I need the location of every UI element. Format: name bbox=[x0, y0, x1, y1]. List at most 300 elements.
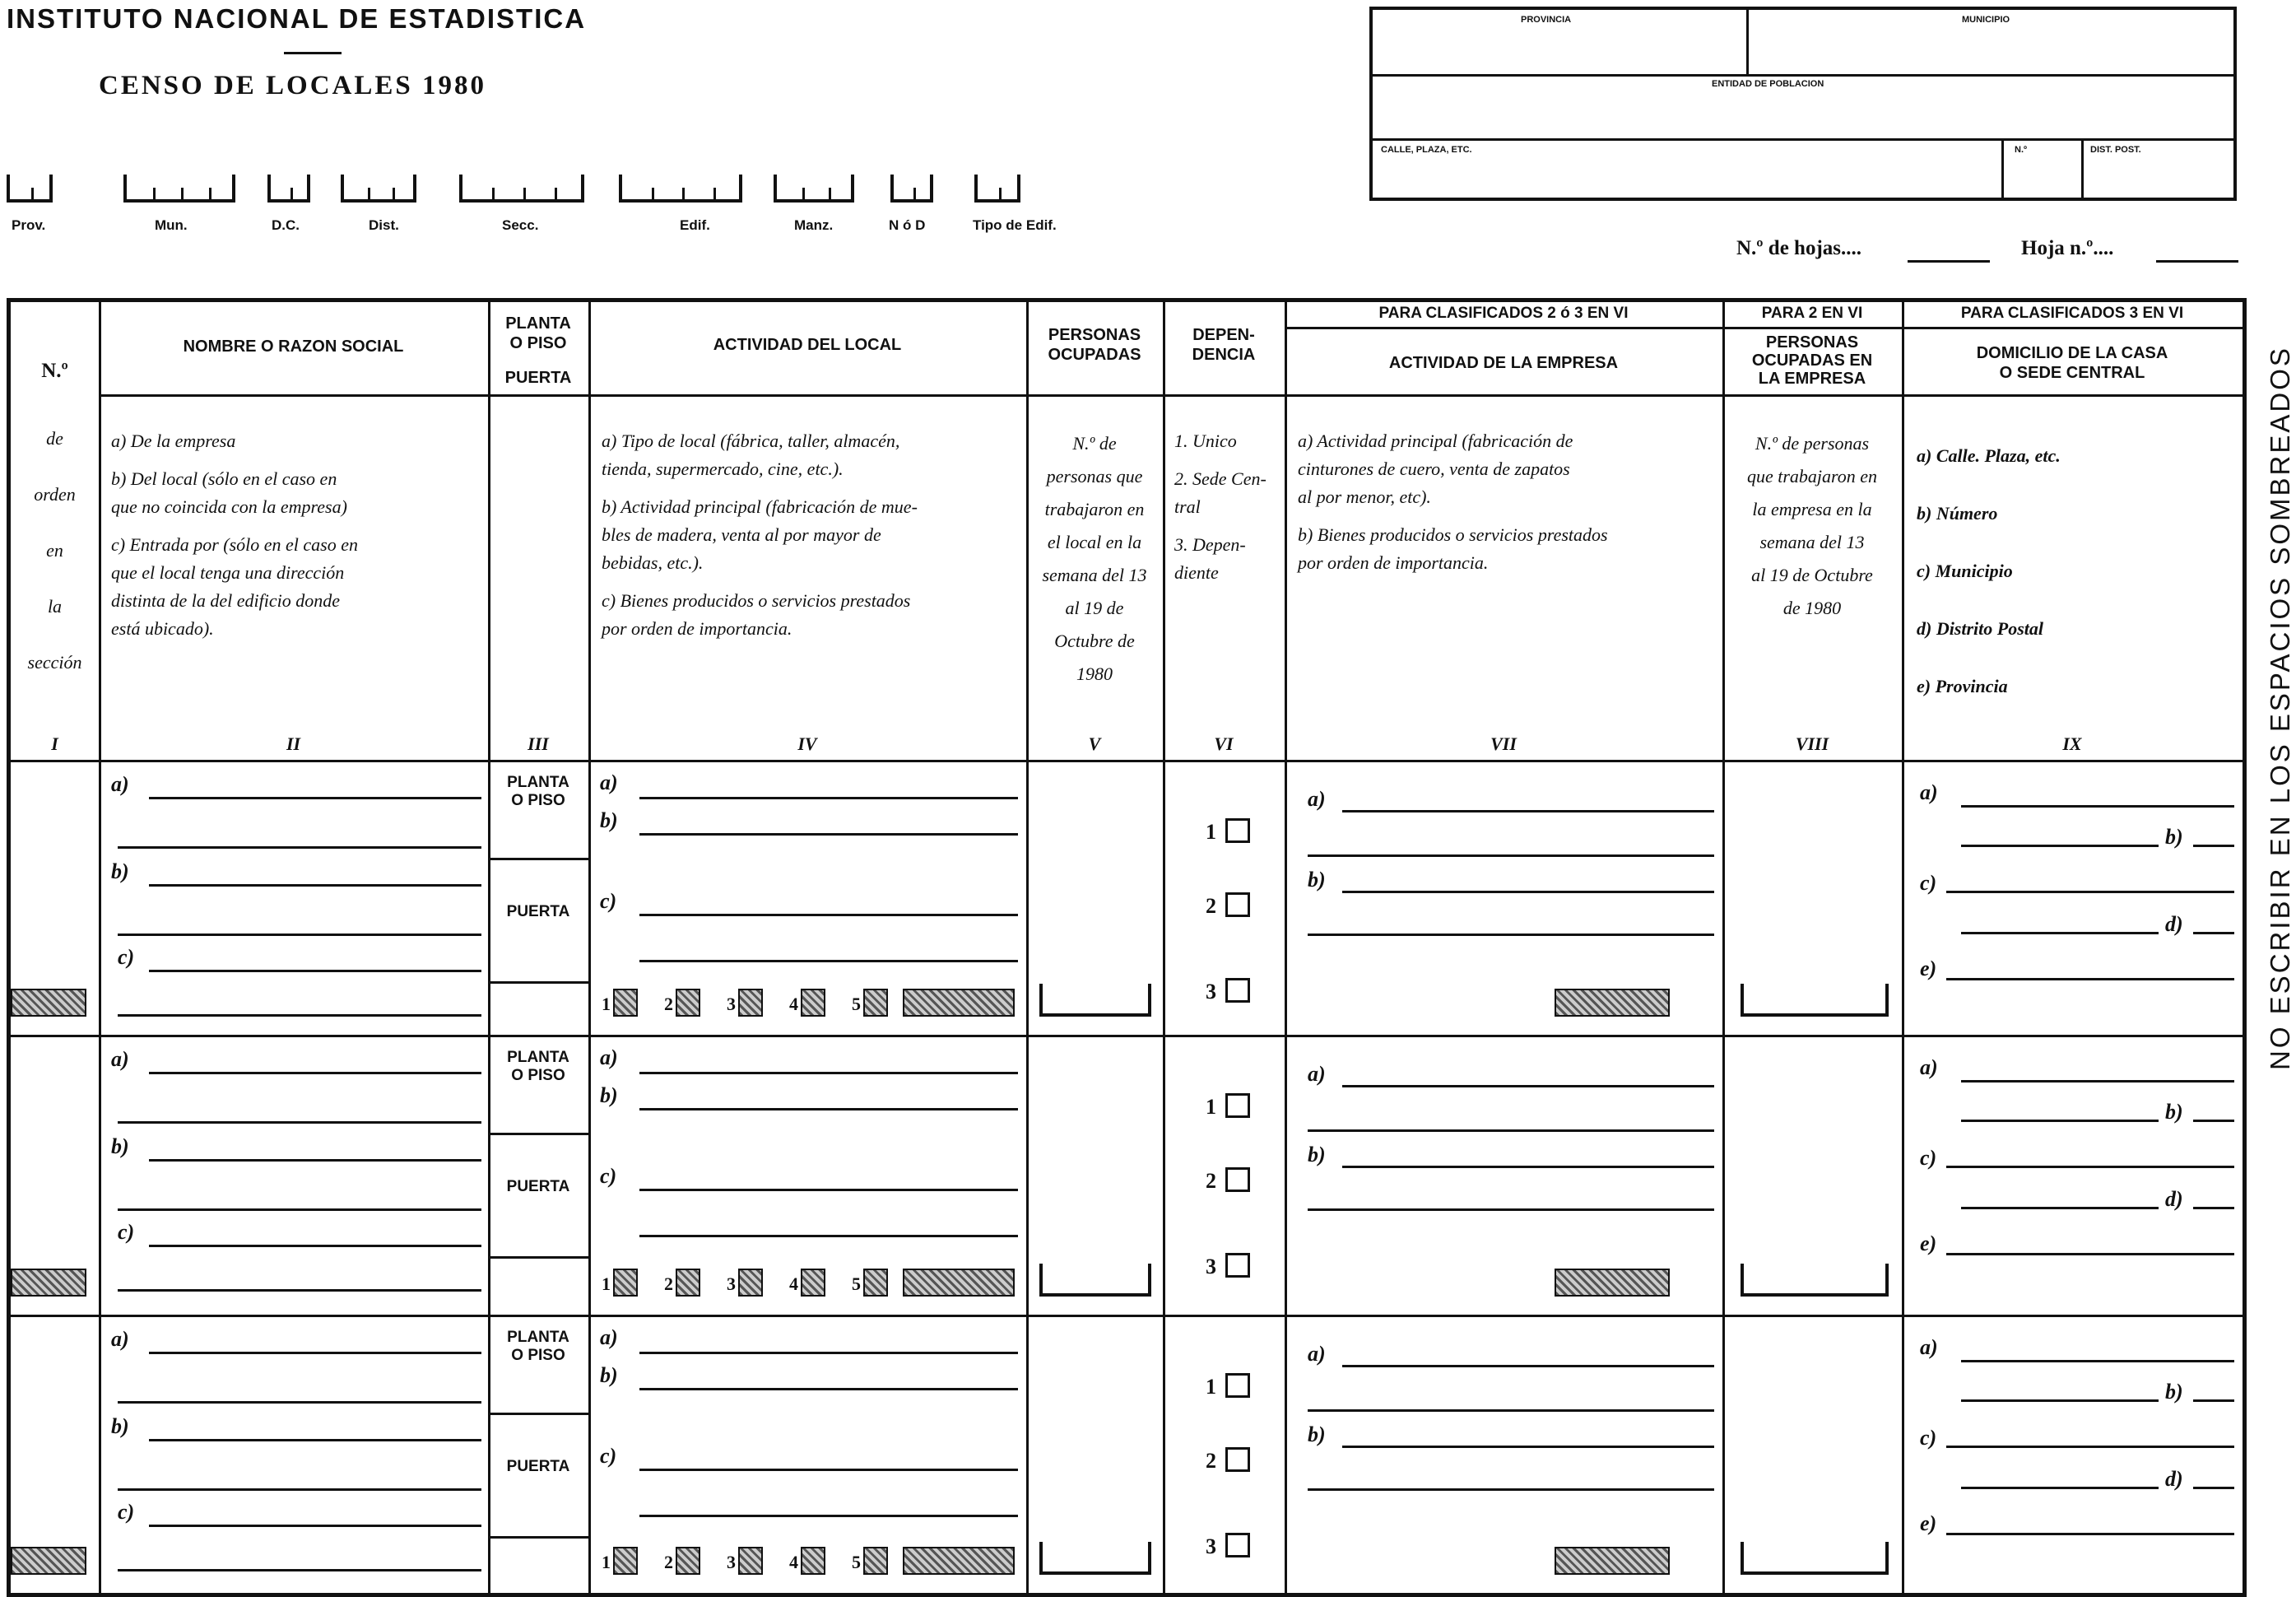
activity-line-a[interactable] bbox=[639, 797, 1018, 799]
activity-line-c[interactable] bbox=[639, 1469, 1018, 1471]
code-label-1: Prov. bbox=[12, 217, 46, 233]
label-c: c) bbox=[118, 1220, 135, 1244]
shaded-code-box-4 bbox=[801, 1269, 825, 1297]
col-iv-header: ACTIVIDAD DEL LOCAL bbox=[713, 336, 902, 354]
col-viii-top: PARA 2 EN VI bbox=[1761, 305, 1863, 322]
municipio-label: MUNICIPIO bbox=[1962, 15, 2010, 25]
col-iv-description bbox=[602, 427, 1021, 643]
shaded-code-box-2 bbox=[676, 989, 700, 1017]
shaded-code-box-4 bbox=[801, 989, 825, 1017]
code-number-3: 3 bbox=[727, 994, 736, 1014]
label-e: e) bbox=[1920, 1232, 1937, 1255]
name-line-c[interactable] bbox=[149, 1245, 481, 1247]
description-line: b) Número bbox=[1917, 503, 1998, 524]
domicilio-line-e[interactable] bbox=[1946, 1253, 2234, 1255]
shaded-code-box-1 bbox=[613, 1547, 638, 1575]
domicilio-line-d[interactable] bbox=[2193, 932, 2234, 934]
activity-line-a[interactable] bbox=[639, 1072, 1018, 1074]
description-line: e) Provincia bbox=[1917, 676, 2008, 696]
planta-label: PLANTA bbox=[507, 1049, 569, 1066]
provincia-label: PROVINCIA bbox=[1521, 15, 1572, 25]
code-label-8: N ó D bbox=[889, 217, 926, 233]
empresa-persons-field[interactable] bbox=[1741, 1542, 1889, 1575]
label-d: d) bbox=[2165, 1467, 2183, 1491]
dependencia-number-2: 2 bbox=[1206, 1449, 1216, 1473]
code-label-2: Mun. bbox=[155, 217, 188, 233]
planta-divider bbox=[488, 1413, 588, 1415]
code-label-9: Tipo de Edif. bbox=[973, 217, 1057, 233]
col-v-description bbox=[1026, 427, 1163, 691]
planta-divider bbox=[488, 858, 588, 860]
description-line: 2. Sede Cen- bbox=[1174, 468, 1267, 489]
name-line-a[interactable] bbox=[149, 1072, 481, 1074]
col-i-header: N.º bbox=[41, 360, 68, 382]
code-tick bbox=[393, 188, 395, 199]
description-line: a) De la empresa bbox=[111, 431, 236, 451]
domicilio-line-b[interactable] bbox=[2193, 1399, 2234, 1402]
code-tick bbox=[290, 188, 293, 199]
code-number-2: 2 bbox=[664, 1273, 673, 1294]
domicilio-line-a[interactable] bbox=[1961, 1360, 2234, 1362]
col-v-header: PERSONAS OCUPADAS bbox=[1048, 326, 1141, 364]
code-number-4: 4 bbox=[789, 1552, 798, 1572]
description-line: por orden de importancia. bbox=[602, 618, 792, 639]
code-label-7: Manz. bbox=[794, 217, 834, 233]
dependencia-checkbox-1[interactable] bbox=[1225, 818, 1250, 843]
domicilio-line-dp[interactable] bbox=[1961, 1487, 2159, 1489]
side-note: NO ESCRIBIR EN LOS ESPACIOS SOMBREADOS bbox=[2265, 346, 2295, 1070]
dependencia-number-1: 1 bbox=[1206, 1095, 1216, 1119]
label-a: a) bbox=[1920, 780, 1938, 804]
name-line-a2[interactable] bbox=[118, 846, 481, 849]
dependencia-checkbox-1[interactable] bbox=[1225, 1093, 1250, 1118]
dependencia-number-1: 1 bbox=[1206, 1375, 1216, 1399]
description-line: la empresa en la bbox=[1752, 499, 1872, 519]
label-a: a) bbox=[111, 1047, 129, 1071]
roman-ii: II bbox=[286, 733, 301, 754]
description-line: que el local tenga una dirección bbox=[111, 562, 345, 583]
code-label-6: Edif. bbox=[680, 217, 710, 233]
label-c: c) bbox=[600, 1444, 617, 1468]
description-line: c) Bienes producidos o servicios prestados bbox=[602, 590, 911, 611]
domicilio-line-a[interactable] bbox=[1961, 805, 2234, 808]
persons-count-field[interactable] bbox=[1039, 1264, 1151, 1297]
code-tick bbox=[368, 188, 370, 199]
empresa-line-b[interactable] bbox=[1342, 1166, 1714, 1168]
description-line: sección bbox=[27, 652, 82, 673]
description-line: a) Calle. Plaza, etc. bbox=[1917, 445, 2061, 466]
name-line-b2[interactable] bbox=[118, 1208, 481, 1211]
empresa-line-b2[interactable] bbox=[1308, 1208, 1714, 1211]
dependencia-number-3: 3 bbox=[1206, 1255, 1216, 1278]
code-number-2: 2 bbox=[664, 994, 673, 1014]
col-vii-top: PARA CLASIFICADOS 2 ó 3 EN VI bbox=[1378, 305, 1629, 322]
domicilio-line-num[interactable] bbox=[1961, 1120, 2159, 1122]
description-line: c) Municipio bbox=[1917, 561, 2013, 581]
label-a: a) bbox=[111, 772, 129, 796]
description-line bbox=[111, 455, 481, 465]
description-line: que trabajaron en bbox=[1746, 466, 1878, 487]
empresa-line-a2[interactable] bbox=[1308, 1409, 1714, 1412]
roman-iii: III bbox=[528, 733, 549, 754]
description-line: por orden de importancia. bbox=[1298, 552, 1489, 573]
activity-line-c2[interactable] bbox=[639, 1515, 1018, 1517]
code-box-9[interactable] bbox=[974, 175, 1020, 203]
code-number-2: 2 bbox=[664, 1552, 673, 1572]
label-d: d) bbox=[2165, 1187, 2183, 1211]
description-line: semana del 13 bbox=[1759, 532, 1865, 552]
num-hojas-label: N.º de hojas.... bbox=[1736, 237, 1862, 259]
code-tick bbox=[181, 188, 184, 199]
empresa-line-a2[interactable] bbox=[1308, 1129, 1714, 1132]
persons-count-field[interactable] bbox=[1039, 1542, 1151, 1575]
activity-line-c2[interactable] bbox=[639, 1235, 1018, 1237]
code-number-5: 5 bbox=[852, 1552, 861, 1572]
dependencia-number-1: 1 bbox=[1206, 820, 1216, 844]
shaded-code-box-1 bbox=[613, 1269, 638, 1297]
domicilio-line-c[interactable] bbox=[1946, 1446, 2234, 1448]
label-d: d) bbox=[2165, 912, 2183, 936]
hoja-n-label: Hoja n.º.... bbox=[2021, 237, 2114, 259]
empresa-line-b[interactable] bbox=[1342, 1446, 1714, 1448]
code-box-4[interactable] bbox=[341, 175, 416, 203]
name-line-b2[interactable] bbox=[118, 934, 481, 936]
code-box-6[interactable] bbox=[619, 175, 742, 203]
col-vii-header: ACTIVIDAD DE LA EMPRESA bbox=[1388, 354, 1619, 372]
description-line: el local en la bbox=[1047, 532, 1142, 552]
description-line: N.º de personas bbox=[1755, 433, 1870, 454]
dependencia-checkbox-2[interactable] bbox=[1225, 1167, 1250, 1192]
piso-label: O PISO bbox=[511, 1067, 565, 1084]
census-title: CENSO DE LOCALES 1980 bbox=[99, 71, 487, 100]
label-b: b) bbox=[1308, 1422, 1326, 1446]
domicilio-line-a[interactable] bbox=[1961, 1080, 2234, 1083]
shaded-code-box-3 bbox=[738, 1269, 763, 1297]
label-b: b) bbox=[1308, 1143, 1326, 1166]
puerta-divider bbox=[488, 981, 588, 984]
name-line-b2[interactable] bbox=[118, 1488, 481, 1491]
label-c: c) bbox=[600, 889, 617, 913]
name-line-c2[interactable] bbox=[118, 1569, 481, 1571]
activity-line-b[interactable] bbox=[639, 1388, 1018, 1390]
col-vii-description bbox=[1298, 427, 1717, 577]
domicilio-line-c[interactable] bbox=[1946, 891, 2234, 893]
shaded-code-box-2 bbox=[676, 1269, 700, 1297]
label-a: a) bbox=[1920, 1335, 1938, 1359]
label-c: c) bbox=[600, 1164, 617, 1188]
empresa-line-a[interactable] bbox=[1342, 810, 1714, 812]
description-line: al por menor, etc). bbox=[1298, 487, 1431, 507]
code-tick bbox=[682, 188, 685, 199]
description-line: de bbox=[46, 428, 63, 449]
code-number-1: 1 bbox=[602, 994, 611, 1014]
label-a: a) bbox=[1308, 1062, 1326, 1086]
dependencia-checkbox-1[interactable] bbox=[1225, 1373, 1250, 1398]
domicilio-line-b[interactable] bbox=[2193, 845, 2234, 847]
col-vi-header: DEPEN- DENCIA bbox=[1192, 326, 1256, 364]
description-line: 1980 bbox=[1076, 663, 1113, 684]
description-line: en bbox=[46, 540, 63, 561]
label-c: c) bbox=[118, 1500, 135, 1524]
code-number-5: 5 bbox=[852, 1273, 861, 1294]
piso-label: O PISO bbox=[511, 1347, 565, 1364]
domicilio-line-c[interactable] bbox=[1946, 1166, 2234, 1168]
dependencia-number-2: 2 bbox=[1206, 894, 1216, 918]
empresa-persons-field[interactable] bbox=[1741, 984, 1889, 1017]
empresa-line-a[interactable] bbox=[1342, 1365, 1714, 1367]
dependencia-checkbox-3[interactable] bbox=[1225, 1253, 1250, 1278]
dependencia-checkbox-3[interactable] bbox=[1225, 1533, 1250, 1557]
domicilio-line-b[interactable] bbox=[2193, 1120, 2234, 1122]
description-line: Octubre de bbox=[1054, 631, 1135, 651]
name-line-a[interactable] bbox=[149, 797, 481, 799]
code-box-2[interactable] bbox=[123, 175, 235, 203]
shaded-code-box-3 bbox=[738, 1547, 763, 1575]
code-tick bbox=[209, 188, 211, 199]
shaded-code-box-4 bbox=[801, 1547, 825, 1575]
activity-line-c2[interactable] bbox=[639, 960, 1018, 962]
shaded-activity-code bbox=[903, 1269, 1015, 1297]
description-line: que no coincida con la empresa) bbox=[111, 496, 347, 517]
entidad-label: ENTIDAD DE POBLACION bbox=[1712, 79, 1824, 89]
description-line: 1. Unico bbox=[1174, 431, 1237, 451]
domicilio-line-dp[interactable] bbox=[1961, 1207, 2159, 1209]
label-b: b) bbox=[2165, 1380, 2183, 1404]
dependencia-number-2: 2 bbox=[1206, 1169, 1216, 1193]
code-label-5: Secc. bbox=[502, 217, 539, 233]
roman-ix: IX bbox=[2062, 733, 2082, 754]
col-iii-header: PLANTA O PISO bbox=[505, 314, 571, 352]
shaded-order-box bbox=[11, 989, 86, 1017]
puerta-label: PUERTA bbox=[506, 903, 570, 920]
hoja-n-field[interactable] bbox=[2156, 260, 2238, 263]
label-b: b) bbox=[111, 1414, 129, 1438]
description-line bbox=[1298, 511, 1717, 521]
activity-line-a[interactable] bbox=[639, 1352, 1018, 1354]
domicilio-line-dp[interactable] bbox=[1961, 932, 2159, 934]
code-number-4: 4 bbox=[789, 1273, 798, 1294]
label-b: b) bbox=[1308, 868, 1326, 892]
col-ix-header: DOMICILIO DE LA CASA O SEDE CENTRAL bbox=[1976, 344, 2168, 382]
empresa-line-a[interactable] bbox=[1342, 1085, 1714, 1087]
code-box-7[interactable] bbox=[774, 175, 854, 203]
code-tick bbox=[523, 188, 526, 199]
dependencia-number-3: 3 bbox=[1206, 1534, 1216, 1558]
empresa-line-b[interactable] bbox=[1342, 891, 1714, 893]
description-line: c) Entrada por (sólo en el caso en bbox=[111, 534, 358, 555]
shaded-code-box-2 bbox=[676, 1547, 700, 1575]
domicilio-line-num[interactable] bbox=[1961, 845, 2159, 847]
code-number-3: 3 bbox=[727, 1552, 736, 1572]
shaded-code-box-5 bbox=[863, 989, 888, 1017]
description-line: trabajaron en bbox=[1044, 499, 1145, 519]
label-c: c) bbox=[1920, 871, 1937, 895]
code-label-3: D.C. bbox=[272, 217, 300, 233]
col-ii-description bbox=[111, 427, 481, 643]
planta-label: PLANTA bbox=[507, 1329, 569, 1346]
description-line: la bbox=[47, 596, 63, 617]
roman-vii: VII bbox=[1490, 733, 1517, 754]
dependencia-checkbox-2[interactable] bbox=[1225, 892, 1250, 917]
name-line-b[interactable] bbox=[149, 1439, 481, 1441]
name-line-c2[interactable] bbox=[118, 1014, 481, 1017]
activity-line-b[interactable] bbox=[639, 833, 1018, 836]
code-number-3: 3 bbox=[727, 1273, 736, 1294]
activity-line-c[interactable] bbox=[639, 914, 1018, 916]
description-line bbox=[1174, 455, 1281, 465]
label-c: c) bbox=[118, 945, 135, 969]
description-line: bles de madera, venta al por mayor de bbox=[602, 524, 881, 545]
label-b: b) bbox=[600, 1363, 618, 1387]
label-a: a) bbox=[600, 771, 618, 794]
description-line: b) Actividad principal (fabricación de mue- bbox=[602, 496, 918, 517]
domicilio-line-e[interactable] bbox=[1946, 1533, 2234, 1535]
description-line bbox=[1174, 521, 1281, 531]
puerta-divider bbox=[488, 1256, 588, 1259]
shaded-empresa-code bbox=[1555, 1547, 1670, 1575]
name-line-b[interactable] bbox=[149, 1159, 481, 1162]
label-c: c) bbox=[1920, 1426, 1937, 1450]
col-ix-description bbox=[1917, 427, 2238, 715]
code-tick bbox=[555, 188, 557, 199]
col-vi-description bbox=[1174, 427, 1281, 587]
institute-title: INSTITUTO NACIONAL DE ESTADISTICA bbox=[7, 3, 587, 34]
code-tick bbox=[913, 188, 916, 199]
name-line-c[interactable] bbox=[149, 970, 481, 972]
puerta-label: PUERTA bbox=[506, 1458, 570, 1475]
shaded-activity-code bbox=[903, 1547, 1015, 1575]
name-line-b[interactable] bbox=[149, 884, 481, 887]
code-tick bbox=[802, 188, 805, 199]
dependencia-checkbox-3[interactable] bbox=[1225, 978, 1250, 1003]
code-box-1[interactable] bbox=[7, 175, 53, 203]
description-line: al 19 de bbox=[1065, 598, 1124, 618]
col-ix-top: PARA CLASIFICADOS 3 EN VI bbox=[1960, 305, 2184, 322]
description-line: semana del 13 bbox=[1042, 565, 1147, 585]
description-line: b) Del local (sólo en el caso en bbox=[111, 468, 337, 489]
label-b: b) bbox=[600, 1083, 618, 1107]
domicilio-line-d[interactable] bbox=[2193, 1207, 2234, 1209]
name-line-a2[interactable] bbox=[118, 1121, 481, 1124]
label-b: b) bbox=[111, 859, 129, 883]
empresa-persons-field[interactable] bbox=[1741, 1264, 1889, 1297]
description-line: distinta de la del edificio donde bbox=[111, 590, 341, 611]
roman-v: V bbox=[1088, 733, 1101, 754]
code-number-5: 5 bbox=[852, 994, 861, 1014]
description-line: de 1980 bbox=[1782, 598, 1842, 618]
label-a: a) bbox=[1308, 1342, 1326, 1366]
domicilio-line-e[interactable] bbox=[1946, 978, 2234, 980]
code-tick bbox=[999, 188, 1002, 199]
label-b: b) bbox=[2165, 1100, 2183, 1124]
name-line-a2[interactable] bbox=[118, 1401, 481, 1404]
census-table bbox=[7, 298, 2247, 1597]
shaded-code-box-5 bbox=[863, 1269, 888, 1297]
puerta-divider bbox=[488, 1536, 588, 1539]
persons-count-field[interactable] bbox=[1039, 984, 1151, 1017]
code-box-5[interactable] bbox=[459, 175, 584, 203]
col-viii-description bbox=[1722, 427, 1902, 625]
dist-post-label: DIST. POST. bbox=[2090, 145, 2141, 155]
domicilio-line-d[interactable] bbox=[2193, 1487, 2234, 1489]
description-line: tienda, supermercado, cine, etc.). bbox=[602, 459, 844, 479]
description-line: a) Tipo de local (fábrica, taller, almacén, bbox=[602, 431, 900, 451]
domicilio-line-num[interactable] bbox=[1961, 1399, 2159, 1402]
location-box bbox=[1369, 7, 2237, 201]
dependencia-checkbox-2[interactable] bbox=[1225, 1447, 1250, 1472]
roman-i: I bbox=[51, 733, 58, 754]
description-line: tral bbox=[1174, 496, 1201, 517]
activity-line-b[interactable] bbox=[639, 1108, 1018, 1110]
shaded-code-box-1 bbox=[613, 989, 638, 1017]
code-box-8[interactable] bbox=[890, 175, 933, 203]
planta-label: PLANTA bbox=[507, 774, 569, 791]
col-i-description bbox=[11, 411, 99, 691]
activity-line-c[interactable] bbox=[639, 1189, 1018, 1191]
code-tick bbox=[492, 188, 495, 199]
name-line-a[interactable] bbox=[149, 1352, 481, 1354]
description-line: al 19 de Octubre bbox=[1751, 565, 1873, 585]
col-iii-puerta-header: PUERTA bbox=[504, 369, 572, 387]
description-line: orden bbox=[34, 484, 76, 505]
description-line: está ubicado). bbox=[111, 618, 214, 639]
description-line: a) Actividad principal (fabricación de bbox=[1298, 431, 1573, 451]
numero-label: N.º bbox=[2015, 145, 2028, 155]
code-number-1: 1 bbox=[602, 1552, 611, 1572]
code-tick bbox=[652, 188, 654, 199]
name-line-c[interactable] bbox=[149, 1525, 481, 1527]
description-line bbox=[602, 577, 1021, 587]
description-line: 3. Depen- bbox=[1174, 534, 1246, 555]
label-e: e) bbox=[1920, 1511, 1937, 1535]
roman-vi: VI bbox=[1214, 733, 1234, 754]
col-viii-header: PERSONAS OCUPADAS EN LA EMPRESA bbox=[1751, 333, 1873, 388]
roman-iv: IV bbox=[797, 733, 817, 754]
code-tick bbox=[713, 188, 716, 199]
label-a: a) bbox=[600, 1045, 618, 1069]
name-line-c2[interactable] bbox=[118, 1289, 481, 1292]
label-c: c) bbox=[1920, 1146, 1937, 1170]
code-tick bbox=[31, 188, 34, 199]
piso-label: O PISO bbox=[511, 792, 565, 809]
label-a: a) bbox=[1920, 1055, 1938, 1079]
num-hojas-field[interactable] bbox=[1908, 260, 1990, 263]
shaded-activity-code bbox=[903, 989, 1015, 1017]
description-line: b) Bienes producidos o servicios prestados bbox=[1298, 524, 1608, 545]
description-line: d) Distrito Postal bbox=[1917, 618, 2044, 639]
code-number-1: 1 bbox=[602, 1273, 611, 1294]
empresa-line-a2[interactable] bbox=[1308, 854, 1714, 857]
description-line: bebidas, etc.). bbox=[602, 552, 704, 573]
puerta-label: PUERTA bbox=[506, 1178, 570, 1195]
description-line: personas que bbox=[1046, 466, 1143, 487]
title-divider bbox=[284, 52, 342, 54]
calle-label: CALLE, PLAZA, ETC. bbox=[1381, 145, 1472, 155]
empresa-line-b2[interactable] bbox=[1308, 1488, 1714, 1491]
label-a: a) bbox=[600, 1325, 618, 1349]
description-line: cinturones de cuero, venta de zapatos bbox=[1298, 459, 1570, 479]
label-a: a) bbox=[111, 1327, 129, 1351]
description-line bbox=[111, 521, 481, 531]
label-b: b) bbox=[600, 808, 618, 832]
planta-divider bbox=[488, 1133, 588, 1135]
empresa-line-b2[interactable] bbox=[1308, 934, 1714, 936]
label-e: e) bbox=[1920, 957, 1937, 980]
col-ii-header: NOMBRE O RAZON SOCIAL bbox=[183, 338, 404, 356]
roman-viii: VIII bbox=[1795, 733, 1829, 754]
code-number-4: 4 bbox=[789, 994, 798, 1014]
code-box-3[interactable] bbox=[267, 175, 310, 203]
